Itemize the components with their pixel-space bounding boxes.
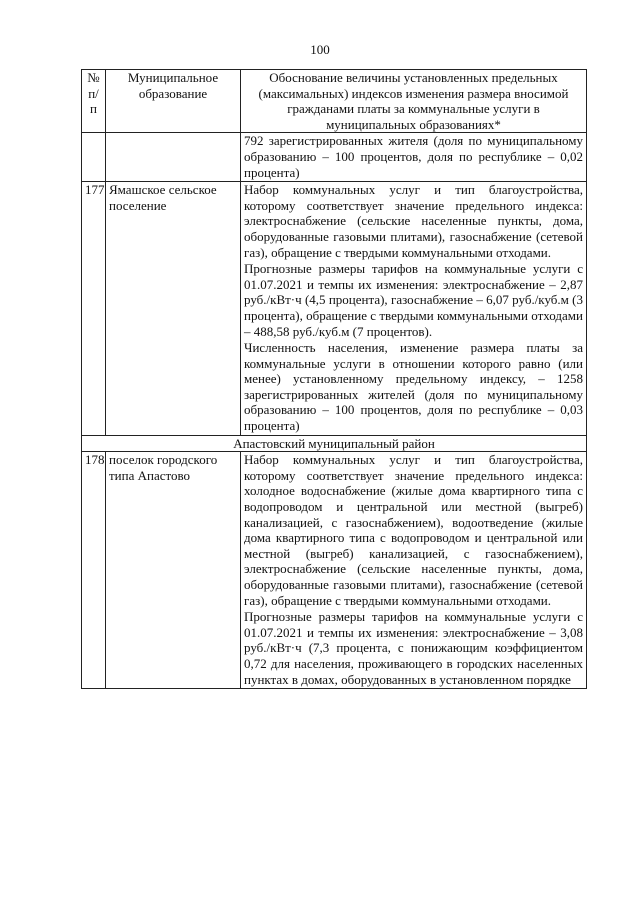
page-number: 100 bbox=[310, 42, 330, 57]
justification-paragraph: Численность населения, изменение размера платы за коммунальные услуги в отношении которого равно (или менее) установленному предельному индексу, – 1258 зарегистрированных жителей (доля по муниципальному образованию – 100 процентов, доля по республике – 0,03 процента) bbox=[244, 340, 583, 434]
header-justification: Обоснование величины установленных предельных (максимальных) индексов изменения размера вносимой гражданами платы за коммунальные услуги в муниципальных образованиях* bbox=[241, 70, 587, 133]
justification-paragraph: 792 зарегистрированных жителя (доля по муниципальному образованию – 100 процентов, доля по республике – 0,02 процента) bbox=[244, 133, 583, 180]
row-justification bbox=[241, 452, 587, 689]
justification-paragraph: Прогнозные размеры тарифов на коммунальные услуги с 01.07.2021 и темпы их изменения: электроснабжение – 3,08 руб./кВт·ч (7,3 процента, с понижающим коэффициентом 0,72 для населения, проживающего в городских населенных пунктах в домах, оборудованных в установленном порядке bbox=[244, 609, 583, 687]
district-row bbox=[82, 435, 587, 452]
row-num: 177 bbox=[82, 182, 106, 436]
tariff-table bbox=[81, 69, 587, 689]
table-row bbox=[82, 133, 587, 182]
header-num: № п/п bbox=[82, 70, 106, 133]
row-justification bbox=[241, 133, 587, 182]
justification-paragraph: Набор коммунальных услуг и тип благоустройства, которому соответствует значение предельного индекса: электроснабжение (сельские населенные пункты, дома, оборудованные газовыми плитами), газоснабжение (сетевой газ), обращение с твердыми коммунальными отходами. bbox=[244, 182, 583, 260]
table-row bbox=[82, 452, 587, 689]
justification-paragraph: Набор коммунальных услуг и тип благоустройства, которому соответствует значение предельного индекса: холодное водоснабжение (жилые дома квартирного типа с водопроводом и центральной или местной (выгреб) канализацией, с газоснабжением), водоотведение (жилые дома квартирного типа с водопроводом и центральной или местной (выгреб) канализацией, с газоснабжением), электроснабжение (сельские населенные пункты, дома, оборудованные газовыми плитами), газоснабжение (сетевой газ), обращение с твердыми коммунальными отходами. bbox=[244, 452, 583, 608]
row-municipality bbox=[106, 133, 241, 182]
district-name: Апастовский муниципальный район bbox=[82, 435, 587, 452]
table-row bbox=[82, 182, 587, 436]
row-municipality: поселок городского типа Апастово bbox=[106, 452, 241, 689]
header-municipality: Муниципальное образование bbox=[106, 70, 241, 133]
row-num: 178 bbox=[82, 452, 106, 689]
table-header-row bbox=[82, 70, 587, 133]
row-num bbox=[82, 133, 106, 182]
row-justification bbox=[241, 182, 587, 436]
justification-paragraph: Прогнозные размеры тарифов на коммунальные услуги с 01.07.2021 и темпы их изменения: электроснабжение – 2,87 руб./кВт·ч (4,5 процента), газоснабжение – 6,07 руб./куб.м (3 процента), обращение с твердыми коммунальными отходами – 488,58 руб./куб.м (7 процентов). bbox=[244, 261, 583, 339]
row-municipality: Ямашское сельское поселение bbox=[106, 182, 241, 436]
